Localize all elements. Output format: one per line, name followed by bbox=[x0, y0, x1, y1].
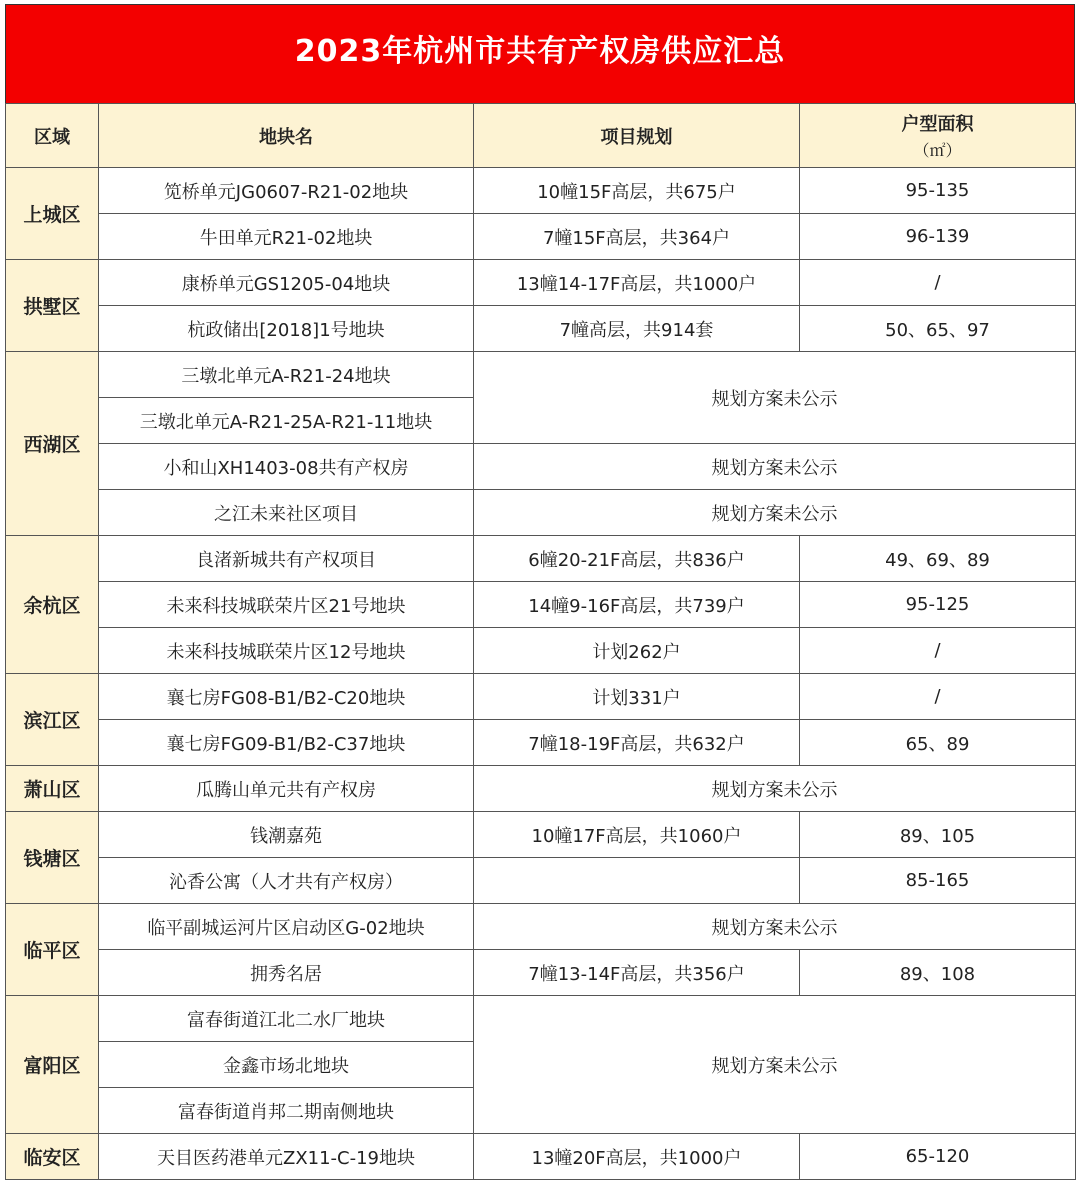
plan-cell bbox=[474, 858, 800, 904]
plan-cell: 14幢9-16F高层，共739户 bbox=[474, 582, 800, 628]
district-cell: 临平区 bbox=[6, 904, 99, 996]
plot-name-cell: 钱潮嘉苑 bbox=[99, 812, 474, 858]
plan-not-published-cell: 规划方案未公示 bbox=[474, 490, 1076, 536]
table-row bbox=[6, 812, 1076, 858]
plot-name-cell: 未来科技城联荣片区12号地块 bbox=[99, 628, 474, 674]
table-row bbox=[6, 306, 1076, 352]
plan-cell: 7幢高层，共914套 bbox=[474, 306, 800, 352]
area-cell: 89、105 bbox=[800, 812, 1076, 858]
header-district: 区域 bbox=[6, 104, 99, 168]
area-cell: 65、89 bbox=[800, 720, 1076, 766]
area-cell: 96-139 bbox=[800, 214, 1076, 260]
plan-cell: 7幢15F高层，共364户 bbox=[474, 214, 800, 260]
table-row bbox=[6, 996, 1076, 1042]
header-area-label: 户型面积 bbox=[901, 114, 974, 135]
plot-name-cell: 之江未来社区项目 bbox=[99, 490, 474, 536]
plan-cell: 7幢13-14F高层，共356户 bbox=[474, 950, 800, 996]
district-cell: 临安区 bbox=[6, 1134, 99, 1180]
district-cell: 拱墅区 bbox=[6, 260, 99, 352]
plan-cell: 10幢17F高层，共1060户 bbox=[474, 812, 800, 858]
area-cell: 49、69、89 bbox=[800, 536, 1076, 582]
plan-cell: 计划262户 bbox=[474, 628, 800, 674]
supply-table bbox=[5, 103, 1076, 1180]
table-row bbox=[6, 858, 1076, 904]
table-row bbox=[6, 766, 1076, 812]
plot-name-cell: 临平副城运河片区启动区G-02地块 bbox=[99, 904, 474, 950]
table-row bbox=[6, 168, 1076, 214]
page-title: 2023年杭州市共有产权房供应汇总 bbox=[5, 4, 1075, 103]
plot-name-cell: 拥秀名居 bbox=[99, 950, 474, 996]
table-row bbox=[6, 904, 1076, 950]
area-cell: 89、108 bbox=[800, 950, 1076, 996]
district-cell: 萧山区 bbox=[6, 766, 99, 812]
plan-cell: 7幢18-19F高层，共632户 bbox=[474, 720, 800, 766]
plot-name-cell: 小和山XH1403-08共有产权房 bbox=[99, 444, 474, 490]
plot-name-cell: 瓜腾山单元共有产权房 bbox=[99, 766, 474, 812]
table-row bbox=[6, 720, 1076, 766]
plot-name-cell: 康桥单元GS1205-04地块 bbox=[99, 260, 474, 306]
plan-not-published-cell: 规划方案未公示 bbox=[474, 996, 1076, 1134]
area-cell: 65-120 bbox=[800, 1134, 1076, 1180]
area-cell: 95-125 bbox=[800, 582, 1076, 628]
table-body bbox=[6, 168, 1076, 1180]
area-cell: / bbox=[800, 628, 1076, 674]
plan-cell: 13幢14-17F高层，共1000户 bbox=[474, 260, 800, 306]
plot-name-cell: 天目医药港单元ZX11-C-19地块 bbox=[99, 1134, 474, 1180]
table-row bbox=[6, 444, 1076, 490]
plot-name-cell: 杭政储出[2018]1号地块 bbox=[99, 306, 474, 352]
plot-name-cell: 三墩北单元A-R21-25A-R21-11地块 bbox=[99, 398, 474, 444]
table-row bbox=[6, 582, 1076, 628]
plot-name-cell: 笕桥单元JG0607-R21-02地块 bbox=[99, 168, 474, 214]
district-cell: 钱塘区 bbox=[6, 812, 99, 904]
table-row bbox=[6, 490, 1076, 536]
plan-not-published-cell: 规划方案未公示 bbox=[474, 352, 1076, 444]
plan-not-published-cell: 规划方案未公示 bbox=[474, 444, 1076, 490]
table-row bbox=[6, 536, 1076, 582]
plan-cell: 13幢20F高层，共1000户 bbox=[474, 1134, 800, 1180]
table-row bbox=[6, 260, 1076, 306]
table-row bbox=[6, 352, 1076, 398]
area-cell: 85-165 bbox=[800, 858, 1076, 904]
plan-not-published-cell: 规划方案未公示 bbox=[474, 766, 1076, 812]
supply-summary-sheet bbox=[5, 4, 1075, 1180]
area-cell: 95-135 bbox=[800, 168, 1076, 214]
area-cell: / bbox=[800, 260, 1076, 306]
plot-name-cell: 金鑫市场北地块 bbox=[99, 1042, 474, 1088]
table-row bbox=[6, 1134, 1076, 1180]
header-plot: 地块名 bbox=[99, 104, 474, 168]
plot-name-cell: 三墩北单元A-R21-24地块 bbox=[99, 352, 474, 398]
plan-cell: 6幢20-21F高层，共836户 bbox=[474, 536, 800, 582]
plot-name-cell: 富春街道江北二水厂地块 bbox=[99, 996, 474, 1042]
header-area bbox=[800, 104, 1076, 168]
district-cell: 滨江区 bbox=[6, 674, 99, 766]
plot-name-cell: 牛田单元R21-02地块 bbox=[99, 214, 474, 260]
header-area-unit: （㎡） bbox=[913, 141, 962, 160]
table-row bbox=[6, 628, 1076, 674]
plot-name-cell: 良渚新城共有产权项目 bbox=[99, 536, 474, 582]
plot-name-cell: 未来科技城联荣片区21号地块 bbox=[99, 582, 474, 628]
header-plan: 项目规划 bbox=[474, 104, 800, 168]
area-cell: / bbox=[800, 674, 1076, 720]
plot-name-cell: 富春街道肖邦二期南侧地块 bbox=[99, 1088, 474, 1134]
table-row bbox=[6, 214, 1076, 260]
district-cell: 西湖区 bbox=[6, 352, 99, 536]
table-row bbox=[6, 674, 1076, 720]
district-cell: 上城区 bbox=[6, 168, 99, 260]
plan-not-published-cell: 规划方案未公示 bbox=[474, 904, 1076, 950]
table-row bbox=[6, 950, 1076, 996]
district-cell: 富阳区 bbox=[6, 996, 99, 1134]
area-cell: 50、65、97 bbox=[800, 306, 1076, 352]
plot-name-cell: 沁香公寓（人才共有产权房） bbox=[99, 858, 474, 904]
plot-name-cell: 襄七房FG09-B1/B2-C37地块 bbox=[99, 720, 474, 766]
plan-cell: 计划331户 bbox=[474, 674, 800, 720]
header-row bbox=[6, 104, 1076, 168]
plot-name-cell: 襄七房FG08-B1/B2-C20地块 bbox=[99, 674, 474, 720]
district-cell: 余杭区 bbox=[6, 536, 99, 674]
plan-cell: 10幢15F高层，共675户 bbox=[474, 168, 800, 214]
